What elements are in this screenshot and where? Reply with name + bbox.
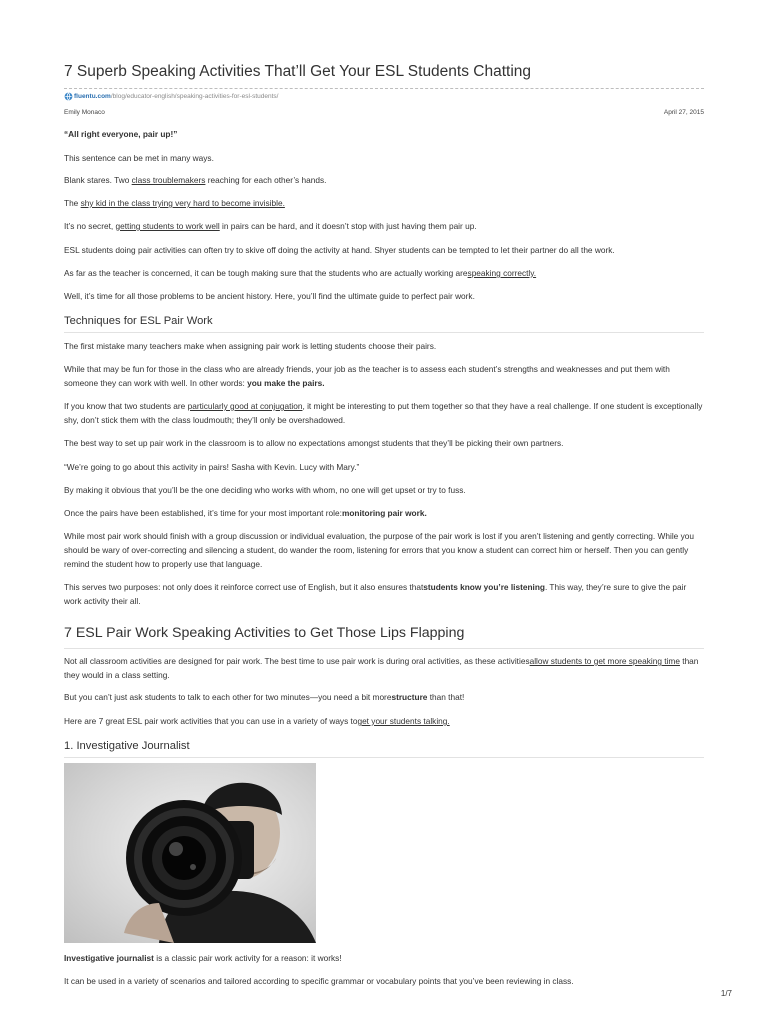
camera-photo-illustration (64, 763, 316, 943)
link-speaking-correctly[interactable]: speaking correctly. (467, 268, 537, 278)
section-heading: Techniques for ESL Pair Work (64, 315, 704, 333)
paragraph: “We’re going to go about this activity in pairs! Sasha with Kevin. Lucy with Mary.” (64, 462, 360, 472)
publish-date: April 27, 2015 (663, 109, 704, 116)
article-meta (64, 109, 704, 116)
source-path: /blog/educator-english/speaking-activities-for-esl-students/ (110, 93, 279, 100)
link-getting-students-to-work[interactable]: getting students to work well (115, 221, 220, 231)
title-divider (64, 88, 704, 89)
section-heading: 7 ESL Pair Work Speaking Activities to Get Those Lips Flapping (64, 625, 704, 649)
paragraph: By making it obvious that you’ll be the one deciding who works with whom, no one will get upset or try to fuss. (64, 485, 466, 495)
paragraph: Well, it’s time for all those problems to be ancient history. Here, you’ll find the ultimate guide to perfect pair work. (64, 291, 475, 301)
paragraph: Blank stares. Two class troublemakers reaching for each other’s hands. (64, 175, 327, 185)
paragraph: Investigative journalist is a classic pair work activity for a reason: it works! (64, 953, 342, 963)
photographer-camera-image (64, 763, 316, 943)
link-get-students-talking[interactable]: get your students talking. (357, 716, 450, 726)
paragraph: While that may be fun for those in the class who are already friends, your job as the teacher is to assess each student’s strengths and weaknesses and put them with someone they can work with well. In other words: you make the pairs. (64, 364, 670, 388)
article-title: 7 Superb Speaking Activities That’ll Get Your ESL Students Chatting (64, 63, 532, 80)
source-domain: fluentu.com (74, 93, 111, 100)
paragraph: It can be used in a variety of scenarios and tailored according to specific grammar or vocabulary points that you’ve been reviewing in class. (64, 976, 574, 986)
paragraph: It’s no secret, getting students to work well in pairs can be hard, and it doesn’t stop with just having them pair up. (64, 221, 477, 231)
link-class-troublemakers[interactable]: class troublemakers (131, 175, 206, 185)
link-more-speaking-time[interactable]: allow students to get more speaking time (529, 656, 680, 666)
paragraph: This sentence can be met in many ways. (64, 153, 214, 163)
link-shy-kid[interactable]: shy kid in the class trying very hard to become invisible. (80, 198, 285, 208)
intro-quote: “All right everyone, pair up!” (64, 129, 178, 139)
page-number: 1/7 (720, 989, 732, 998)
paragraph: As far as the teacher is concerned, it can be tough making sure that the students who are actually working arespeaking correctly. (64, 268, 537, 278)
paragraph: ESL students doing pair activities can often try to skive off doing the activity at hand. Shyer students can be tempted to let their partner do all the work. (64, 245, 615, 255)
paragraph: Here are 7 great ESL pair work activities that you can use in a variety of ways toget your students talking. (64, 716, 450, 726)
paragraph: While most pair work should finish with a group discussion or individual evaluation, the purpose of the pair work is lost if you aren’t listening and gently correcting. While you should be wary of over-correcting and silencing a student, do wander the room, listening for errors that you know a student can correct him or herself. Then you can gently remind the student how to properly use that language. (64, 531, 694, 569)
source-url[interactable] (64, 92, 278, 101)
subsection-heading: 1. Investigative Journalist (64, 740, 704, 758)
paragraph: This serves two purposes: not only does it reinforce correct use of English, but it also ensures thatstudents know you’re listening. This way, they’re sure to give the pair work activity their all. (64, 582, 687, 606)
paragraph: Not all classroom activities are designed for pair work. The best time to use pair work is during oral activities, as these activitiesallow students to get more speaking time than they would in a class setting. (64, 656, 699, 680)
paragraph: The shy kid in the class trying very hard to become invisible. (64, 198, 285, 208)
paragraph: Once the pairs have been established, it’s time for your most important role:monitoring pair work. (64, 508, 427, 518)
paragraph: If you know that two students are particularly good at conjugation, it might be interesting to put them together so that they have a real challenge. If one student is exceptionally shy, don’t stick them with the class loudmouth; they’ll only be overshadowed. (64, 401, 703, 425)
paragraph: The first mistake many teachers make when assigning pair work is letting students choose their pairs. (64, 341, 437, 351)
globe-link-icon (64, 92, 73, 101)
paragraph: The best way to set up pair work in the classroom is to allow no expectations amongst students that they’ll be picking their own partners. (64, 438, 564, 448)
author-name: Emily Monaco (64, 109, 105, 116)
link-good-at-conjugation[interactable]: particularly good at conjugation (187, 401, 303, 411)
paragraph: But you can’t just ask students to talk to each other for two minutes—you need a bit morestructure than that! (64, 692, 465, 702)
